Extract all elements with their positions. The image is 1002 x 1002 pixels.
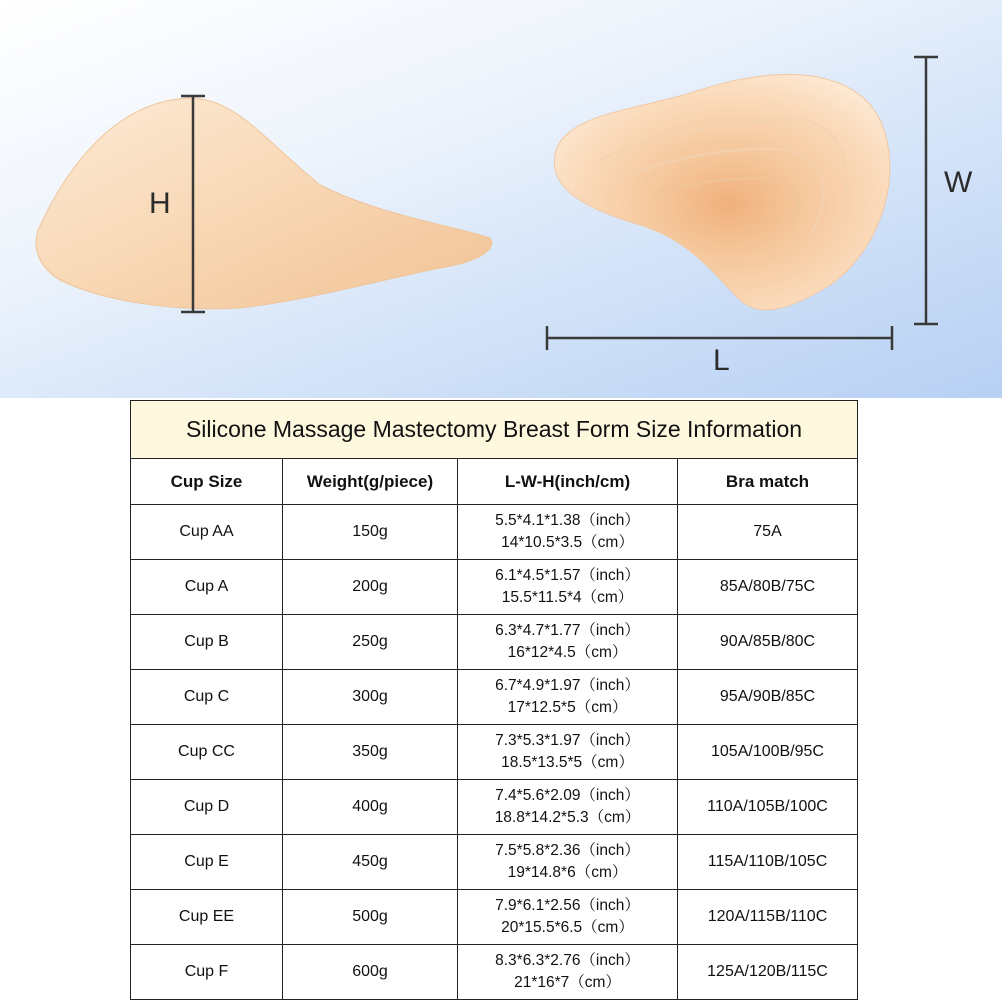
dimensions-cell [458, 835, 678, 890]
breast-form-side-view [36, 98, 492, 309]
length-label: L [713, 344, 730, 377]
table-row [131, 725, 858, 780]
dimensions-cell [458, 505, 678, 560]
dimensions-cm: 18.5*13.5*5（cm） [501, 754, 634, 771]
weight-cell: 200g [283, 560, 458, 615]
table-row [131, 945, 858, 1000]
cup-size-cell: Cup C [131, 670, 283, 725]
bra-match-cell: 90A/85B/80C [678, 615, 858, 670]
dimensions-cm: 14*10.5*3.5（cm） [501, 534, 634, 551]
table-row [131, 890, 858, 945]
dimensions-cm: 17*12.5*5（cm） [507, 699, 628, 716]
dimensions-cell [458, 560, 678, 615]
weight-cell: 150g [283, 505, 458, 560]
width-label: W [944, 166, 973, 199]
table-row [131, 615, 858, 670]
bra-match-cell: 85A/80B/75C [678, 560, 858, 615]
weight-cell: 350g [283, 725, 458, 780]
dimensions-cm: 16*12*4.5（cm） [507, 644, 628, 661]
weight-cell: 450g [283, 835, 458, 890]
table-title: Silicone Massage Mastectomy Breast Form Size Information [131, 401, 858, 459]
cup-size-cell: Cup AA [131, 505, 283, 560]
cup-size-cell: Cup A [131, 560, 283, 615]
dimensions-inch: 6.1*4.5*1.57（inch） [495, 567, 640, 584]
column-header-weight: Weight(g/piece) [283, 459, 458, 505]
size-information-table-wrapper [130, 400, 857, 1000]
bra-match-cell: 75A [678, 505, 858, 560]
dimensions-cell [458, 780, 678, 835]
table-row [131, 780, 858, 835]
dimensions-inch: 6.3*4.7*1.77（inch） [495, 622, 640, 639]
column-header-dimensions: L-W-H(inch/cm) [458, 459, 678, 505]
dimensions-inch: 5.5*4.1*1.38（inch） [495, 512, 640, 529]
dimensions-cell [458, 945, 678, 1000]
dimensions-cell [458, 615, 678, 670]
cup-size-cell: Cup F [131, 945, 283, 1000]
product-illustration [0, 0, 1002, 398]
dimensions-inch: 7.5*5.8*2.36（inch） [495, 842, 640, 859]
dimensions-cm: 21*16*7（cm） [514, 974, 621, 991]
dimensions-inch: 6.7*4.9*1.97（inch） [495, 677, 640, 694]
cup-size-cell: Cup D [131, 780, 283, 835]
dimensions-cm: 19*14.8*6（cm） [507, 864, 628, 881]
table-header-row [131, 459, 858, 505]
cup-size-cell: Cup EE [131, 890, 283, 945]
size-information-table [130, 400, 858, 1000]
dimensions-cell [458, 890, 678, 945]
dimensions-inch: 7.9*6.1*2.56（inch） [495, 897, 640, 914]
dimensions-inch: 8.3*6.3*2.76（inch） [495, 952, 640, 969]
cup-size-cell: Cup E [131, 835, 283, 890]
cup-size-cell: Cup CC [131, 725, 283, 780]
cup-size-cell: Cup B [131, 615, 283, 670]
weight-cell: 600g [283, 945, 458, 1000]
bra-match-cell: 120A/115B/110C [678, 890, 858, 945]
column-header-cup-size: Cup Size [131, 459, 283, 505]
weight-cell: 250g [283, 615, 458, 670]
weight-cell: 500g [283, 890, 458, 945]
width-dimension-line [914, 57, 938, 324]
dimensions-inch: 7.4*5.6*2.09（inch） [495, 787, 640, 804]
dimensions-cell [458, 725, 678, 780]
bra-match-cell: 105A/100B/95C [678, 725, 858, 780]
dimensions-cell [458, 670, 678, 725]
weight-cell: 400g [283, 780, 458, 835]
dimensions-cm: 15.5*11.5*4（cm） [501, 589, 634, 606]
weight-cell: 300g [283, 670, 458, 725]
bra-match-cell: 95A/90B/85C [678, 670, 858, 725]
table-row [131, 835, 858, 890]
table-row [131, 670, 858, 725]
breast-form-front-view [554, 75, 889, 310]
dimensions-cm: 18.8*14.2*5.3（cm） [494, 809, 641, 826]
bra-match-cell: 125A/120B/115C [678, 945, 858, 1000]
dimensions-cm: 20*15.5*6.5（cm） [501, 919, 634, 936]
dimensions-inch: 7.3*5.3*1.97（inch） [495, 732, 640, 749]
column-header-bra-match: Bra match [678, 459, 858, 505]
table-row [131, 505, 858, 560]
bra-match-cell: 115A/110B/105C [678, 835, 858, 890]
height-label: H [149, 187, 171, 220]
bra-match-cell: 110A/105B/100C [678, 780, 858, 835]
table-row [131, 560, 858, 615]
